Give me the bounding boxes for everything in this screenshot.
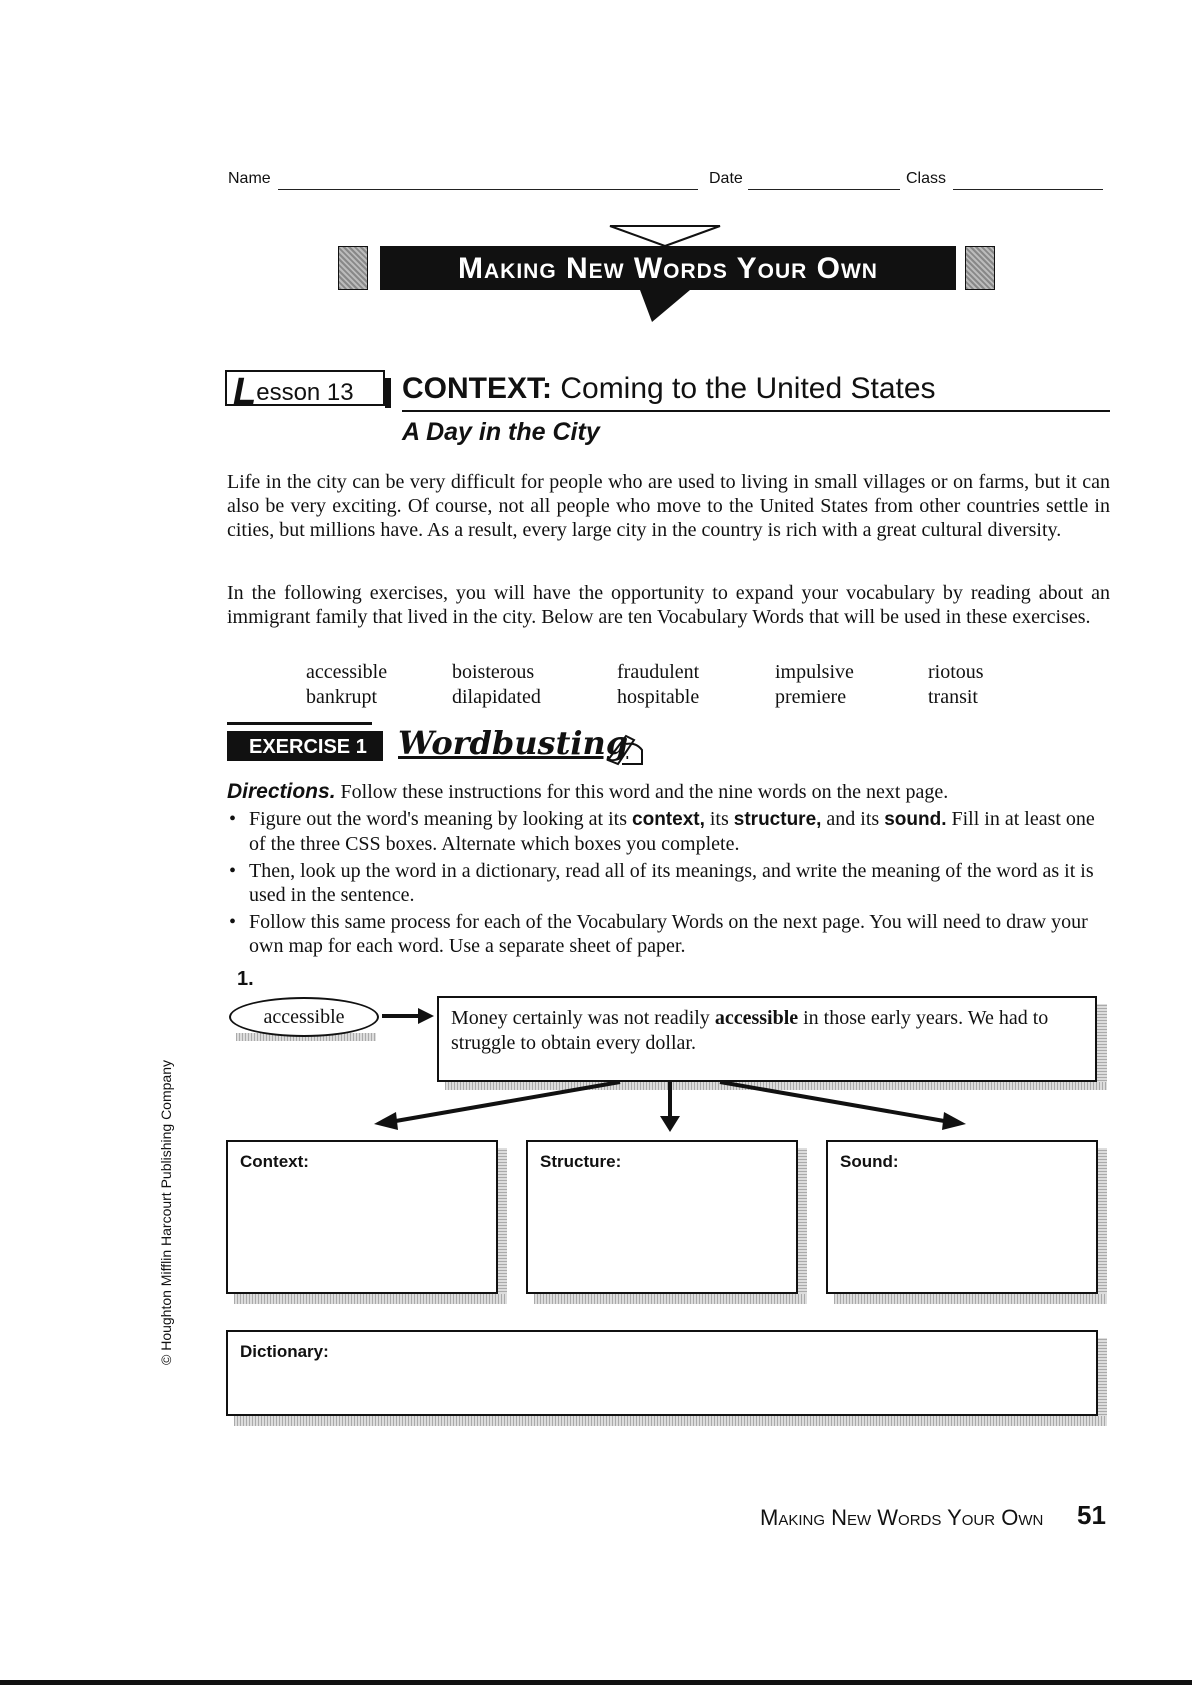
box-shadow	[534, 1294, 807, 1304]
copyright-notice: © Houghton Mifflin Harcourt Publishing Company	[158, 1060, 174, 1365]
context-topic: Coming to the United States	[560, 372, 936, 405]
bullet-text: Follow this same process for each of the Vocabulary Words on the next page. You will need to draw your own map for each word. Use a separate sheet of paper.	[249, 911, 1088, 957]
lesson-box-bar	[385, 378, 391, 408]
bullet-text: and its	[821, 808, 885, 830]
bottom-edge-bar	[0, 1680, 1192, 1685]
directions-bullet-1	[227, 807, 1110, 856]
vocab-word: boisterous	[452, 661, 535, 683]
sound-box[interactable]	[826, 1140, 1098, 1294]
structure-box[interactable]	[526, 1140, 798, 1294]
banner-right-square	[965, 246, 995, 290]
lesson-number: esson 13	[256, 379, 354, 406]
name-line[interactable]	[278, 189, 698, 190]
target-word-oval: accessible	[229, 997, 379, 1037]
date-line[interactable]	[748, 189, 900, 190]
banner-left-square	[338, 246, 368, 290]
intro-paragraph-1: Life in the city can be very difficult for people who are used to living in small villages or on farms, but it can also be very exciting. Of course, not all people who move to the United States from other countries settle in cities, but millions have. As a result, every large city in the country is rich with a great cultural diversity.	[227, 471, 1110, 541]
context-title	[402, 372, 936, 406]
bullet-text: Then, look up the word in a dictionary, read all of its meanings, and write the meaning of the word as it is used in the sentence.	[249, 860, 1094, 906]
sentence-box	[437, 996, 1097, 1082]
lesson-subtitle: A Day in the City	[402, 418, 600, 446]
class-label: Class	[906, 170, 947, 187]
lesson-initial: L	[233, 371, 257, 413]
exercise-label: EXERCISE 1	[227, 731, 383, 761]
vocab-word: transit	[928, 686, 978, 708]
box-shadow	[1097, 1338, 1107, 1424]
bullet-glyph: •	[229, 860, 237, 882]
intro-paragraph-2: In the following exercises, you will have the opportunity to expand your vocabulary by reading about an immigrant family that lived in the city. Below are ten Vocabulary Words that will be used in these exercises.	[227, 582, 1110, 628]
dictionary-label: Dictionary:	[240, 1342, 329, 1361]
vocab-word: hospitable	[617, 686, 700, 708]
vocab-word: dilapidated	[452, 686, 541, 708]
sentence-box-shadow-right	[1097, 1004, 1107, 1090]
box-shadow	[797, 1148, 807, 1304]
vocab-word: accessible	[306, 661, 388, 683]
bullet-glyph: •	[229, 808, 237, 830]
exercise-rule	[227, 722, 372, 725]
box-shadow	[1097, 1148, 1107, 1304]
directions-intro: Follow these instructions for this word and the nine words on the next page.	[340, 781, 949, 803]
bullet-bold-context: context,	[632, 809, 705, 830]
vocab-word: bankrupt	[306, 686, 378, 708]
lesson-number-box	[225, 370, 385, 413]
bullet-glyph: •	[229, 911, 237, 933]
sentence-text: in those early years. We had to struggle to obtain every dollar.	[451, 1007, 1049, 1054]
running-title: Making New Words Your Own	[760, 1505, 1044, 1530]
context-prefix: CONTEXT:	[402, 372, 552, 405]
directions-bullet-2	[227, 859, 1110, 907]
name-label: Name	[228, 170, 271, 187]
banner-title: Making New Words Your Own	[458, 252, 878, 285]
item-number: 1.	[237, 968, 254, 990]
directions-label: Directions.	[227, 780, 336, 803]
vocab-word: fraudulent	[617, 661, 700, 683]
box-shadow	[234, 1416, 1107, 1426]
sentence-bold-word: accessible	[714, 1007, 799, 1029]
context-box[interactable]	[226, 1140, 498, 1294]
bullet-bold-structure: structure,	[733, 809, 822, 830]
sentence-text: Money certainly was not readily	[451, 1007, 715, 1029]
vocab-word: impulsive	[775, 661, 854, 683]
date-label: Date	[709, 170, 743, 187]
structure-label: Structure:	[540, 1152, 622, 1171]
exercise-title: Wordbusting	[398, 724, 629, 762]
bullet-text: its	[704, 808, 734, 830]
bullet-bold-sound: sound.	[884, 809, 947, 830]
context-label: Context:	[240, 1152, 309, 1171]
sound-label: Sound:	[840, 1152, 899, 1171]
directions	[227, 780, 1110, 804]
page-number: 51	[1077, 1500, 1106, 1530]
bullet-text: Figure out the word's meaning by looking at its	[249, 808, 633, 830]
vocab-word: riotous	[928, 661, 984, 683]
pencil-hand-icon	[604, 730, 646, 766]
vocab-word: premiere	[775, 686, 847, 708]
directions-bullet-3	[227, 910, 1110, 958]
box-shadow	[834, 1294, 1107, 1304]
bullet-text: Fill in at least one of the three CSS boxes. Alternate which boxes you complete.	[249, 808, 1095, 855]
title-rule	[402, 410, 1110, 412]
box-shadow	[497, 1148, 507, 1304]
class-line[interactable]	[953, 189, 1103, 190]
box-shadow	[234, 1294, 507, 1304]
branch-arrows-icon	[370, 1080, 970, 1136]
dictionary-box[interactable]	[226, 1330, 1098, 1416]
right-arrow-icon	[380, 1006, 436, 1026]
